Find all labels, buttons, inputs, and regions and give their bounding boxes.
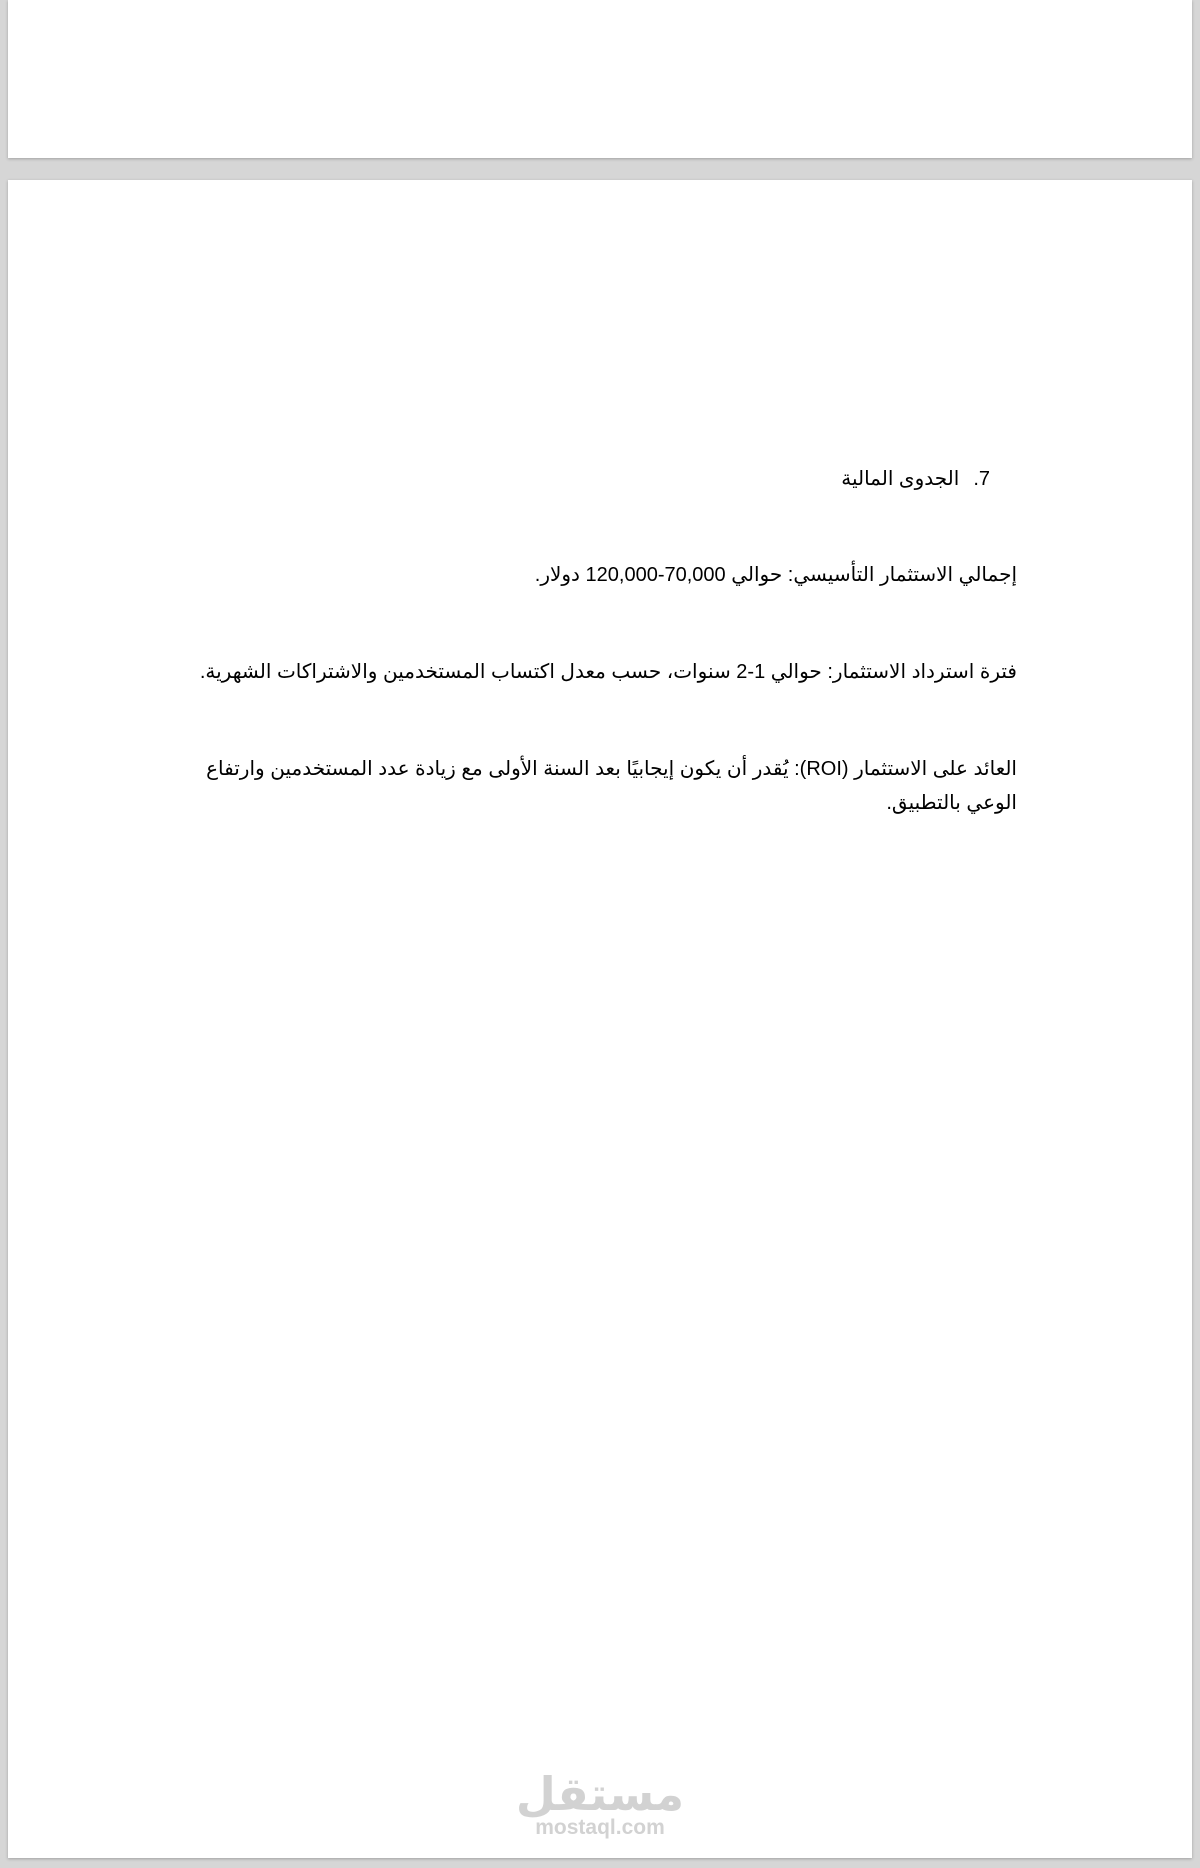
section-title: الجدوى المالية [841, 468, 960, 490]
watermark-latin: mostaql.com [535, 1816, 665, 1839]
paragraph-initial-investment: إجمالي الاستثمار التأسيسي: حوالي 70,000-120,000 دولار. [534, 564, 1017, 586]
paragraph-payback-period: فترة استرداد الاستثمار: حوالي 1-2 سنوات، حسب معدل اكتساب المستخدمين والاشتراكات الشهرية. [199, 661, 1017, 683]
section-heading [590, 462, 990, 496]
watermark-logo [8, 1767, 1192, 1839]
watermark-arabic: مستقل [515, 1767, 685, 1821]
section-number: 7. [973, 468, 990, 490]
document-page-previous [8, 0, 1192, 158]
paragraph-roi: العائد على الاستثمار (ROI): يُقدر أن يكون إيجابيًا بعد السنة الأولى مع زيادة عدد المستخدمين وارتفاع الوعي بالتطبيق. [206, 758, 1017, 814]
document-page [8, 180, 1192, 1858]
